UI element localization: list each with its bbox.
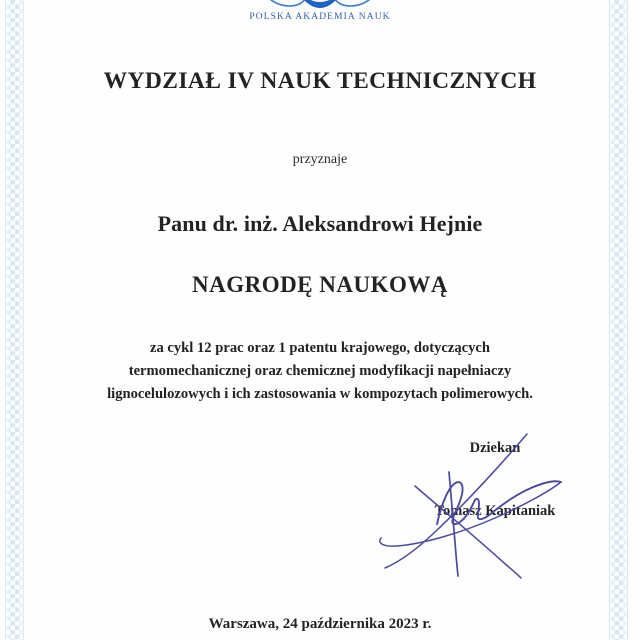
certificate-content (30, 0, 610, 640)
awarding-word: przyznaje (292, 152, 348, 167)
faculty-title: WYDZIAŁ IV NAUK TECHNICZNYCH (103, 68, 537, 94)
award-name: NAGRODĘ NAUKOWĄ (191, 272, 449, 297)
recipient-name: Panu dr. inż. Aleksandrowi Hejnie (157, 211, 483, 236)
citation-text (45, 337, 595, 406)
signatory-name: Tomasz Kapitaniak (434, 503, 556, 519)
logo-area (30, 0, 610, 26)
logo-caption: POLSKA AKADEMIA NAUK (249, 12, 391, 22)
citation-line: lignocelulozowych i ich zastosowania w kompozytach polimerowych. (107, 386, 533, 402)
place-and-date: Warszawa, 24 października 2023 r. (208, 616, 432, 632)
citation-line: termomechanicznej oraz chemicznej modyfikacji napełniaczy (128, 363, 512, 379)
citation-line: za cykl 12 prac oraz 1 patentu krajowego, dotyczących (149, 340, 491, 356)
signatory-role: Dziekan (469, 440, 521, 456)
signature-block (380, 440, 610, 590)
border-edge-line (23, 0, 24, 640)
decorative-border-right (610, 0, 627, 640)
decorative-border-left (6, 0, 23, 640)
border-edge-line (627, 0, 628, 640)
